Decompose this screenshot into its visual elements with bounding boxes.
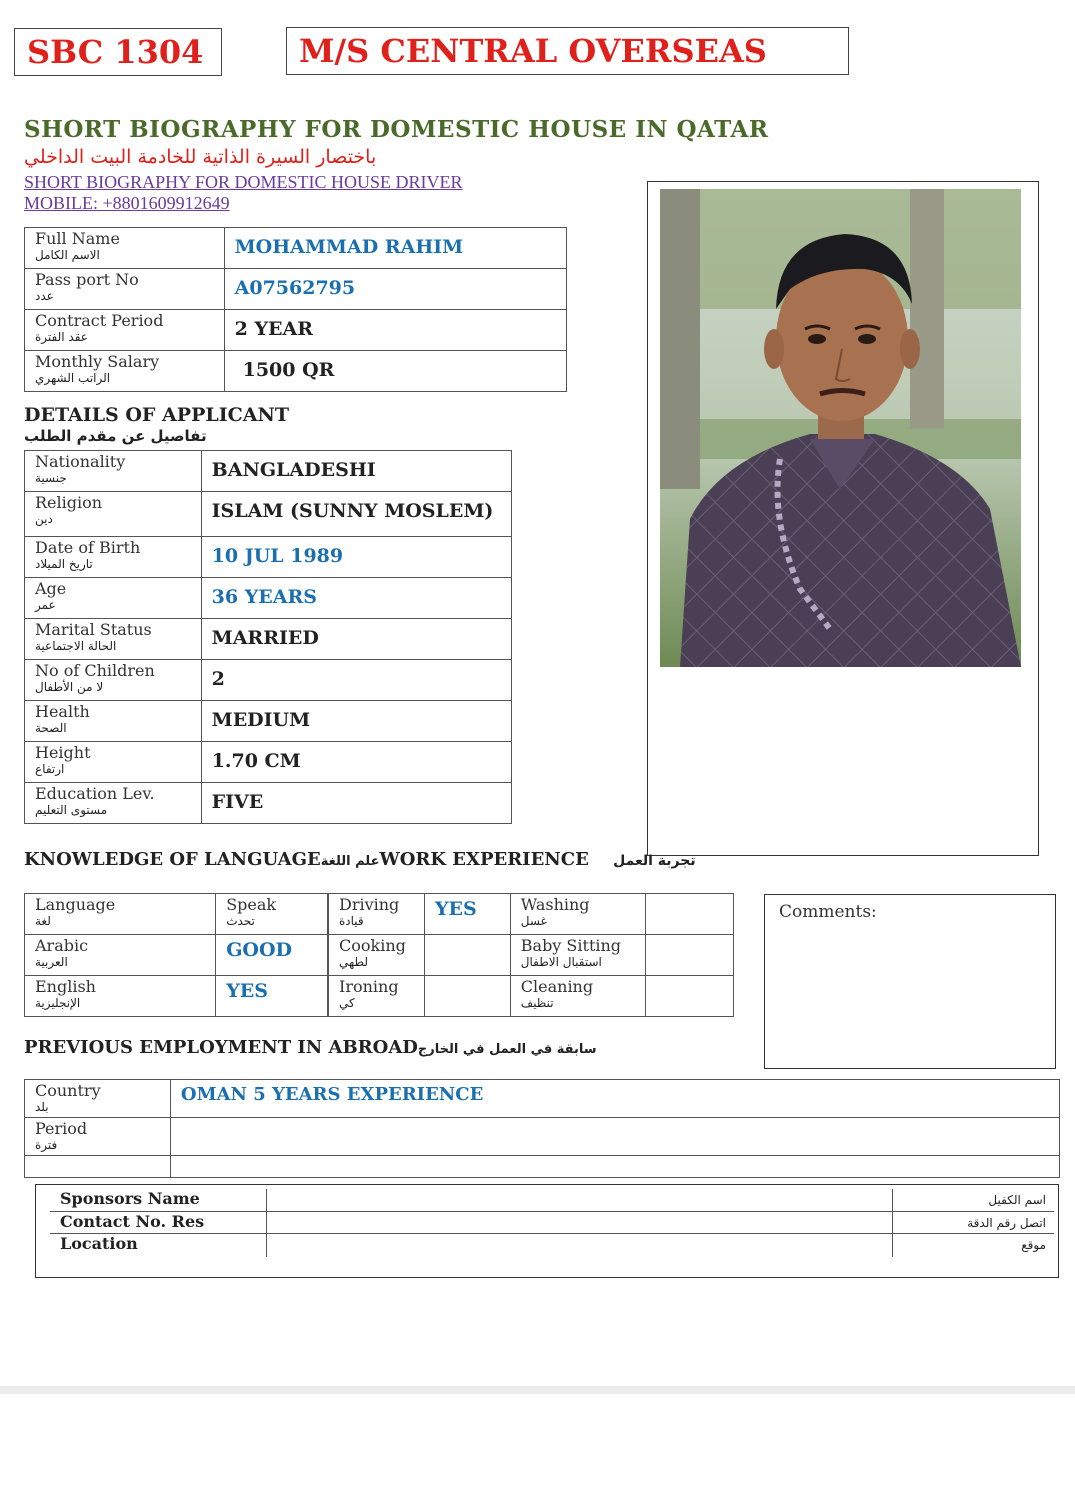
sponsor-label-ar: موقع xyxy=(1021,1237,1046,1252)
work-label: Cooking xyxy=(339,936,406,955)
table-row xyxy=(25,619,512,660)
table-row xyxy=(329,976,734,1017)
table-row xyxy=(25,310,567,351)
work-heading-ar: تجربة العمل xyxy=(613,853,696,869)
driving-value: YES xyxy=(434,898,477,920)
page-divider xyxy=(0,1386,1075,1394)
field-label: Education Lev. xyxy=(35,784,155,803)
field-label: Contract Period xyxy=(35,311,164,330)
work-label-ar: قيادة xyxy=(339,914,364,928)
work-table xyxy=(328,893,734,1017)
language-label-ar: الإنجليزية xyxy=(35,996,81,1010)
sponsor-label: Sponsors Name xyxy=(60,1189,200,1208)
field-label-ar: الراتب الشهري xyxy=(35,371,111,385)
sponsor-table xyxy=(50,1189,1054,1257)
age-value: 36 YEARS xyxy=(211,586,318,608)
field-label-ar: الاسم الكامل xyxy=(35,248,100,262)
code-box xyxy=(14,28,222,76)
english-level: YES xyxy=(226,980,268,1002)
previous-label-ar: فترة xyxy=(35,1138,58,1152)
country-value: OMAN 5 YEARS EXPERIENCE xyxy=(180,1084,484,1105)
field-label: Full Name xyxy=(35,229,120,248)
field-label: Health xyxy=(35,702,90,721)
nationality-value: BANGLADESHI xyxy=(211,459,376,481)
sponsor-label-ar: اسم الكفيل xyxy=(988,1193,1046,1207)
previous-employment-table xyxy=(24,1079,1060,1178)
field-label: Monthly Salary xyxy=(35,352,160,371)
arabic-level: GOOD xyxy=(226,939,293,961)
work-label: Ironing xyxy=(339,977,399,996)
children-value: 2 xyxy=(211,668,225,690)
table-row xyxy=(25,492,512,537)
field-label-ar: الحالة الاجتماعية xyxy=(35,639,117,653)
arabic-title: باختصار السيرة الذاتية للخادمة البيت الداخلي xyxy=(24,146,377,168)
cleaning-value xyxy=(646,976,734,1017)
table-row xyxy=(25,783,512,824)
table-row xyxy=(25,935,328,976)
salary-value: 1500 QR xyxy=(242,359,335,381)
dob-value: 10 JUL 1989 xyxy=(211,545,344,567)
subtitle-link[interactable]: SHORT BIOGRAPHY FOR DOMESTIC HOUSE DRIVER xyxy=(24,172,463,192)
field-label: Nationality xyxy=(35,452,126,471)
work-label-ar: كي xyxy=(339,996,355,1010)
previous-label: Period xyxy=(35,1119,88,1138)
previous-heading-ar: سابقة في العمل في الخارج xyxy=(417,1042,597,1057)
applicant-photo xyxy=(660,189,1021,667)
full-name-value: MOHAMMAD RAHIM xyxy=(234,236,464,258)
language-heading-row xyxy=(24,849,696,870)
table-row xyxy=(25,1080,1060,1118)
code-text: SBC 1304 xyxy=(27,33,204,71)
field-label-ar: دين xyxy=(35,512,53,526)
speak-head-label: Speak xyxy=(226,895,277,914)
details-heading: DETAILS OF APPLICANT xyxy=(24,404,289,426)
table-row xyxy=(50,1189,1054,1211)
work-label: Driving xyxy=(339,895,400,914)
washing-value xyxy=(646,894,734,935)
main-title: SHORT BIOGRAPHY FOR DOMESTIC HOUSE IN QATAR xyxy=(24,116,769,143)
table-row xyxy=(329,894,734,935)
table-row xyxy=(25,1156,1060,1178)
table-row xyxy=(329,935,734,976)
field-label-ar: جنسية xyxy=(35,471,67,485)
baby-sitting-value xyxy=(646,935,734,976)
table-row xyxy=(50,1233,1054,1257)
field-label-ar: عقد الفترة xyxy=(35,330,88,344)
health-value: MEDIUM xyxy=(211,709,311,731)
work-label-ar: استقبال الاطفال xyxy=(520,955,602,969)
height-value: 1.70 CM xyxy=(211,750,301,772)
religion-value: ISLAM (SUNNY MOSLEM) xyxy=(211,500,494,522)
sponsor-label: Contact No. Res xyxy=(60,1211,205,1231)
previous-label: Country xyxy=(35,1081,101,1100)
details-table xyxy=(24,450,512,824)
marital-value: MARRIED xyxy=(211,627,319,649)
field-label-ar: ارتفاع xyxy=(35,762,65,776)
work-label-ar: غسل xyxy=(520,914,547,928)
previous-heading-row xyxy=(24,1037,597,1058)
field-label-ar: تاريخ الميلاد xyxy=(35,557,93,571)
field-label: Date of Birth xyxy=(35,538,141,557)
field-label: No of Children xyxy=(35,661,155,680)
field-label-ar: عدد xyxy=(35,289,54,303)
agency-box xyxy=(286,27,849,75)
education-value: FIVE xyxy=(211,791,264,813)
table-row xyxy=(25,578,512,619)
previous-heading: PREVIOUS EMPLOYMENT IN ABROAD xyxy=(24,1037,418,1058)
cooking-value xyxy=(435,937,500,943)
work-label-ar: لطهي xyxy=(339,955,369,969)
field-label-ar: لا من الأطفال xyxy=(35,680,104,694)
table-row xyxy=(25,351,567,392)
table-row xyxy=(25,701,512,742)
previous-label-ar: بلد xyxy=(35,1100,49,1114)
language-heading-ar: علم اللغة xyxy=(320,854,380,869)
work-label: Baby Sitting xyxy=(520,936,622,955)
details-heading-ar: تفاصيل عن مقدم الطلب xyxy=(24,427,207,445)
work-heading: WORK EXPERIENCE xyxy=(379,849,589,870)
basic-info-table xyxy=(24,227,567,392)
table-row xyxy=(25,894,328,935)
field-label: Height xyxy=(35,743,91,762)
work-label: Washing xyxy=(520,895,590,914)
sponsor-label-ar: اتصل رقم الدقة xyxy=(967,1215,1046,1230)
mobile-link[interactable]: MOBILE: +8801609912649 xyxy=(24,193,230,213)
language-label: English xyxy=(35,977,96,996)
language-table xyxy=(24,893,328,1017)
table-row xyxy=(50,1211,1054,1233)
table-row xyxy=(25,451,512,492)
table-row xyxy=(25,228,567,269)
period-value xyxy=(181,1120,1049,1126)
field-label: Religion xyxy=(35,493,103,512)
comments-box[interactable] xyxy=(764,894,1056,1069)
field-label: Pass port No xyxy=(35,270,139,289)
language-head-label: Language xyxy=(35,895,116,914)
field-label-ar: عمر xyxy=(35,598,56,612)
sponsor-box xyxy=(35,1184,1059,1278)
passport-value: A07562795 xyxy=(234,277,356,299)
language-head-ar: لغة xyxy=(35,914,51,928)
table-row xyxy=(25,269,567,310)
language-label-ar: العربية xyxy=(35,955,68,969)
comments-label: Comments: xyxy=(779,902,877,922)
field-label: Age xyxy=(35,579,67,598)
ironing-value xyxy=(435,978,500,984)
agency-text: M/S CENTRAL OVERSEAS xyxy=(299,32,767,70)
table-row xyxy=(25,742,512,783)
table-row xyxy=(25,1118,1060,1156)
language-label: Arabic xyxy=(35,936,89,955)
field-label-ar: الصحة xyxy=(35,721,67,735)
field-label: Marital Status xyxy=(35,620,152,639)
table-row xyxy=(25,537,512,578)
field-label-ar: مستوى التعليم xyxy=(35,803,108,817)
work-label-ar: تنظيف xyxy=(520,996,554,1010)
work-label: Cleaning xyxy=(520,977,594,996)
speak-head-ar: تحدث xyxy=(226,914,255,928)
sponsor-label: Location xyxy=(60,1233,138,1253)
language-heading: KNOWLEDGE OF LANGUAGE xyxy=(24,849,321,870)
table-row xyxy=(25,976,328,1017)
table-row xyxy=(25,660,512,701)
contract-value: 2 YEAR xyxy=(234,318,314,340)
